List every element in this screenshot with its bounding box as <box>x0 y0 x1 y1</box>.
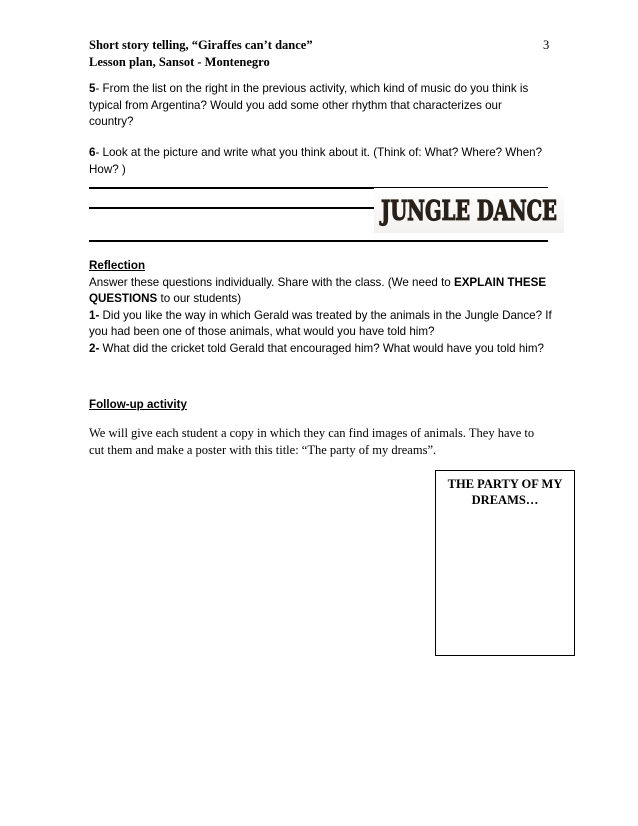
question-2-text: What did the cricket told Gerald that encouraged him? What would have you told him? <box>99 341 544 355</box>
followup-text: We will give each student a copy in which they can find images of animals. They have to cut them and make a poster with this title: “The party of my dreams”. <box>89 426 535 457</box>
reflection-intro-text: Answer these questions individually. Share with the class. (We need to <box>89 275 454 289</box>
question-1-number: 1- <box>89 308 100 322</box>
activity-5-number: 5 <box>89 82 96 95</box>
reflection-intro-emphasis: EXPLAIN THESE QUESTIONS <box>89 275 547 305</box>
followup-heading: Follow-up activity <box>89 398 187 411</box>
answer-line[interactable] <box>89 207 377 209</box>
activity-6 <box>89 145 559 178</box>
reflection-question-2 <box>89 341 554 358</box>
reflection-question-1 <box>89 308 554 341</box>
activity-6-text: - Look at the picture and write what you think about it. (Think of: What? Where? When? How? ) <box>89 146 543 176</box>
document-title: Short story telling, “Giraffes can’t dance” <box>89 38 313 52</box>
jungle-dance-logo <box>374 188 564 233</box>
answer-line[interactable] <box>89 240 548 242</box>
question-1-text: Did you like the way in which Gerald was treated by the animals in the Jungle Dance? If you had been one of those animals, what would you have told him? <box>89 308 552 338</box>
reflection-section <box>89 258 554 357</box>
reflection-heading: Reflection <box>89 259 146 272</box>
document-subtitle: Lesson plan, Sansot - Montenegro <box>89 55 270 69</box>
activity-6-number: 6 <box>89 146 96 159</box>
jungle-dance-picture <box>374 188 564 233</box>
question-2-number: 2- <box>89 341 100 355</box>
reflection-intro <box>89 275 554 308</box>
poster-box <box>435 470 575 656</box>
jungle-dance-logo-text: JUNGLE DANCE <box>379 196 557 227</box>
activity-5 <box>89 81 549 131</box>
poster-title: THE PARTY OF MY DREAMS… <box>447 477 563 507</box>
activity-5-text: - From the list on the right in the previous activity, which kind of music do you think is typical from Argentina? Would you add some other rhythm that characterizes our country? <box>89 82 529 128</box>
page-number: 3 <box>543 38 550 52</box>
reflection-intro-end: to our students) <box>157 292 242 305</box>
